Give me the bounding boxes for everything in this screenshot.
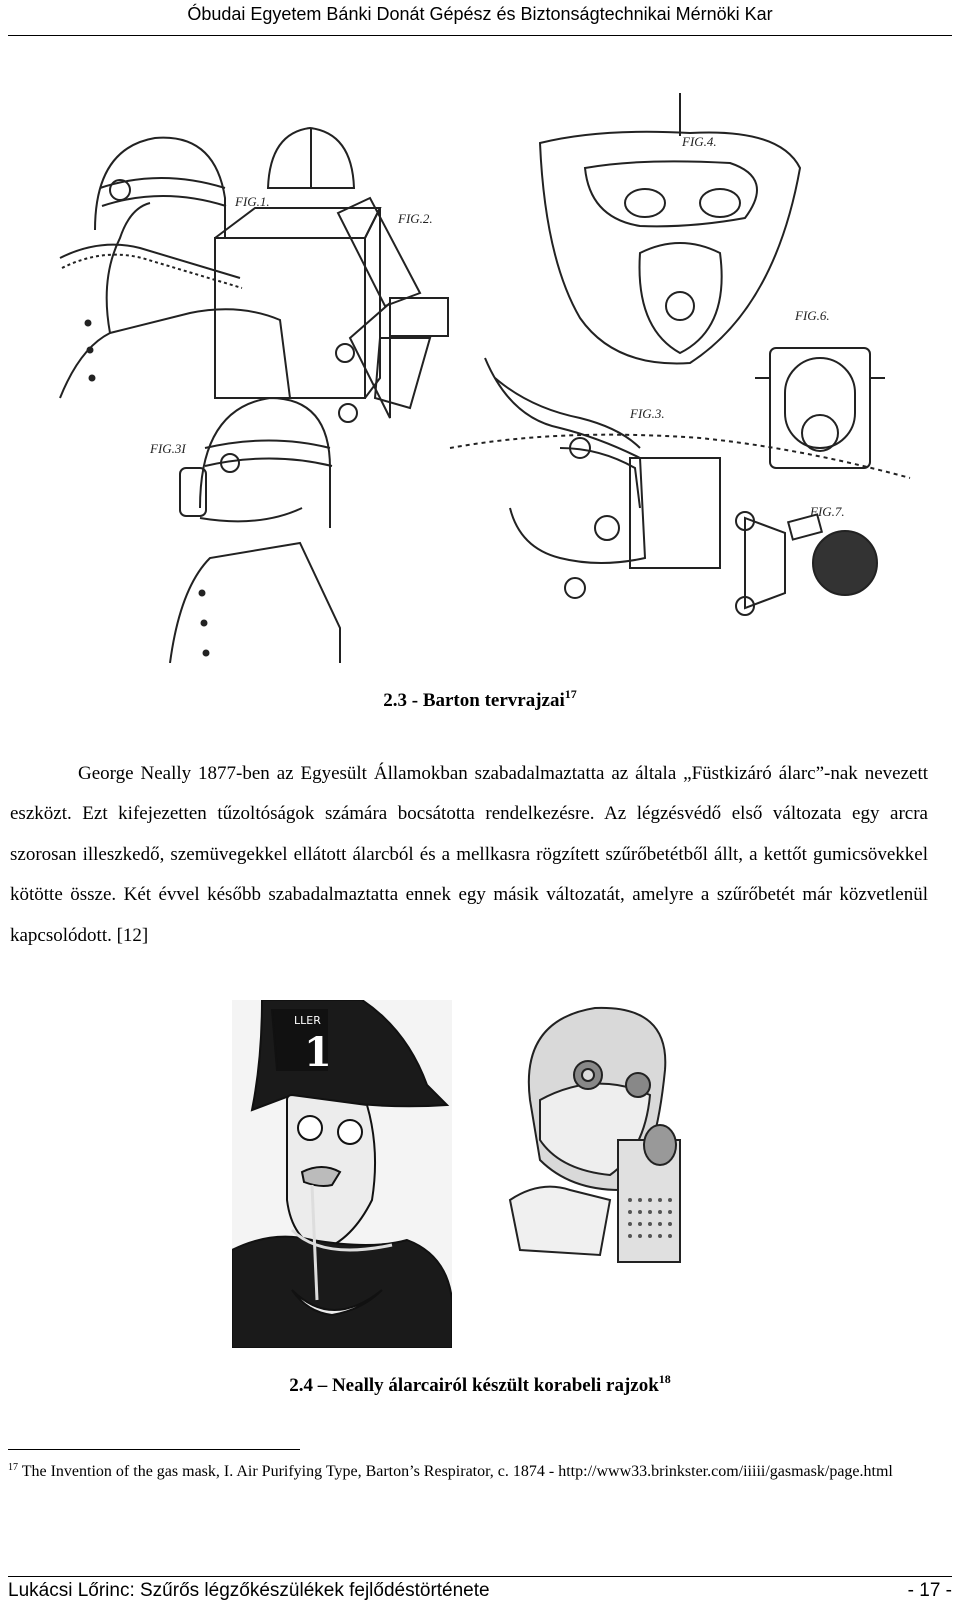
fig-label-3i: FIG.3I [150,441,186,456]
page-number: - 17 - [907,1580,952,1601]
fig-6-canister [755,348,885,468]
fig-4-mask-top [540,93,800,363]
fig-label-2: FIG.2. [398,211,433,226]
header-divider [8,35,952,36]
helmet-lettering: LLER [294,1014,321,1027]
footnote-text: The Invention of the gas mask, I. Air Purifying Type, Barton’s Respirator, c. 1874 - http://www33.brinkster.com/iiiii/gasmask/page.html [21,1463,893,1480]
figure-2-3-caption [0,687,960,712]
footer-author-title: Lukácsi Lőrinc: Szűrős légzőkészülékek fejlődéstörténete [8,1580,490,1601]
fig-label-4: FIG.4. [682,134,717,149]
fig-2-cap [268,128,354,188]
barton-patent-drawings [40,88,920,663]
body-paragraph [10,754,928,956]
running-header: Óbudai Egyetem Bánki Donát Gépész és Biztonságtechnikai Mérnöki Kar [187,4,773,24]
footnote-divider [8,1449,300,1450]
footnote-ref-18: 18 [658,1372,671,1386]
fig-3i-drawing [170,398,340,663]
fig-label-7: FIG.7. [810,504,845,519]
fig-label-1: FIG.1. [235,194,270,209]
helmet-number: 1 [304,1029,332,1076]
fig-label-6: FIG.6. [795,308,830,323]
footer-divider [8,1576,952,1577]
fig-7-canister [736,512,877,615]
fig-label-3: FIG.3. [630,406,665,421]
footnote-ref-17: 17 [564,687,577,701]
fig-1-drawing [60,138,380,398]
footnote-17 [8,1460,938,1484]
neally-mask-profile-drawing [500,1000,708,1270]
footnote-number: 17 [8,1462,18,1473]
figure-2-4-caption-text: 2.4 – Neally álarcairól készült korabeli rajzok [289,1375,659,1396]
neally-mask-fireman-drawing [232,1000,452,1348]
fig-2-filter-assembly [336,198,448,422]
figure-2-4-caption [0,1372,960,1397]
figure-2-3-caption-text: 2.3 - Barton tervrajzai [383,690,565,711]
running-footer [8,1580,952,1602]
paragraph-text: George Neally 1877-ben az Egyesült Államokban szabadalmaztatta az általa „Füstkizáró álarc”-nak nevezett eszközt. Ezt kifejezetten tűzoltóságok számára bocsátotta rendelkezésre. Az légzésvédő első változata egy arcra szorosan illeszkedő, szemüvegekkel ellátott álarcból és a mellkasra rögzített szűrőbetétből állt, a kettőt gumicsövekkel kötötte össze. Két évvel később szabadalmaztatta ennek egy másik változatát, amelyre a szűrőbetét már közvetlenül kapcsolódott. [12] [10,763,928,946]
